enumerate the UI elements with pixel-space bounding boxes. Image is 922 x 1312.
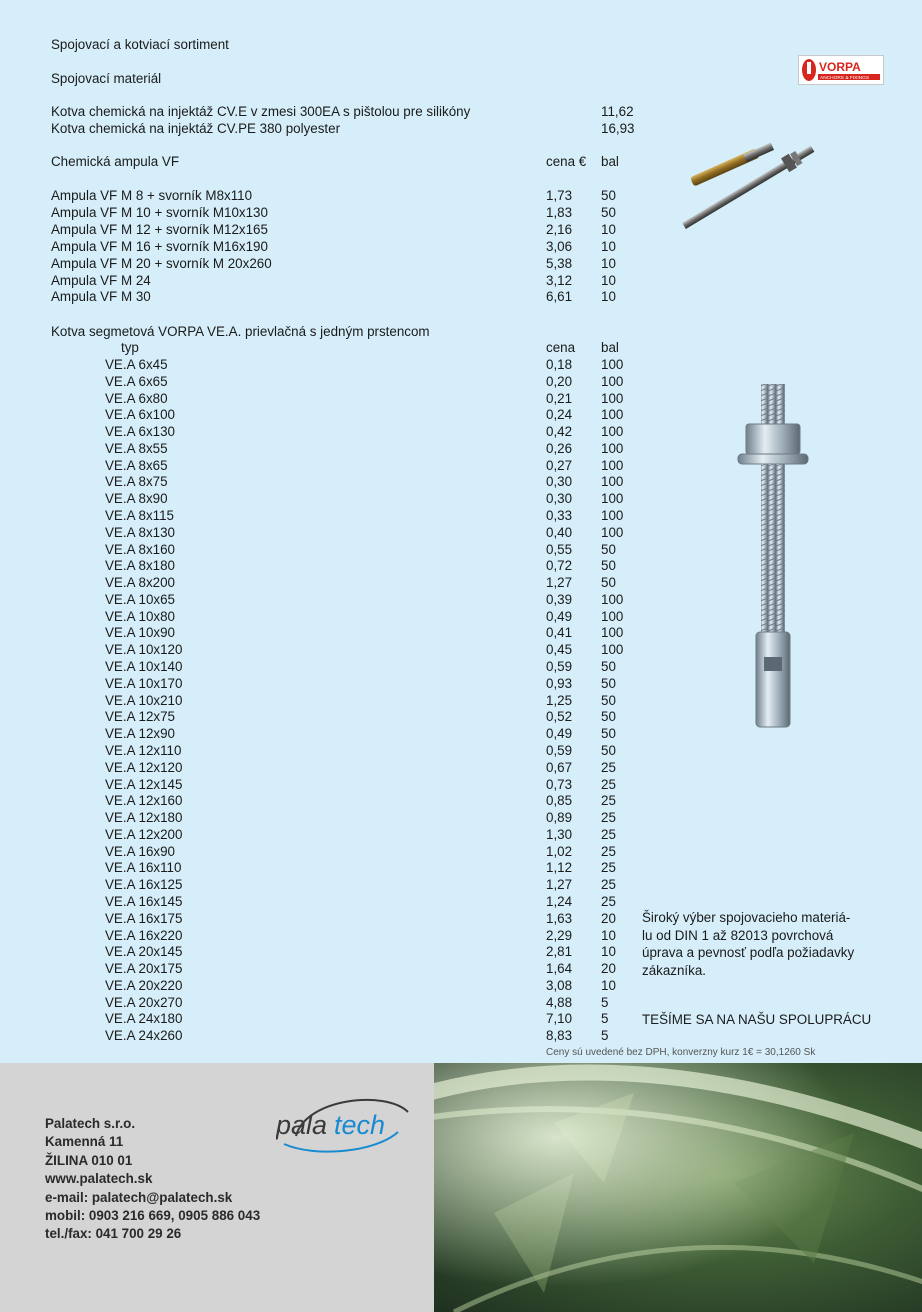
segment-row-type: VE.A 12x75 xyxy=(105,709,175,725)
segment-row-price: 0,55 xyxy=(546,541,573,557)
segment-row-type: VE.A 8x130 xyxy=(105,524,175,540)
segment-row-type: VE.A 8x160 xyxy=(105,541,175,557)
ampula-row-name: Ampula VF M 8 + svorník M8x110 xyxy=(51,188,253,203)
side-note-line: zákazníka. xyxy=(642,963,707,979)
segment-row-type: VE.A 16x90 xyxy=(105,843,175,859)
ampula-row-name: Ampula VF M 16 + svorník M16x190 xyxy=(51,238,268,254)
segment-row-type: VE.A 10x210 xyxy=(105,692,183,708)
closing-slogan: TEŠÍME SA NA NAŠU SPOLUPRÁCU xyxy=(642,1012,872,1027)
segment-col-type: typ xyxy=(121,340,139,355)
green-abstract-background xyxy=(434,1063,922,1312)
vorpa-logo-subtext: ANCHORS & FIXINGS xyxy=(820,76,870,81)
ampula-row-name: Ampula VF M 24 xyxy=(51,272,151,288)
chemical-anchor-rods-image xyxy=(676,114,838,238)
segment-row-price: 1,64 xyxy=(546,961,573,977)
segment-row-type: VE.A 6x80 xyxy=(105,390,168,406)
segment-row-price: 0,85 xyxy=(546,793,573,809)
ampula-row-price: 1,73 xyxy=(546,188,573,203)
segment-row-price: 1,27 xyxy=(546,575,573,591)
ampula-heading: Chemická ampula VF xyxy=(51,154,180,169)
segment-row-price: 0,30 xyxy=(546,474,573,490)
ampula-row-pack: 10 xyxy=(601,221,616,237)
ampula-row-pack: 10 xyxy=(601,238,616,254)
segment-row-price: 1,27 xyxy=(546,877,573,893)
segment-row-pack: 50 xyxy=(601,659,616,675)
segment-row-price: 0,42 xyxy=(546,424,573,440)
ampula-row-name: Ampula VF M 10 + svorník M10x130 xyxy=(51,204,268,220)
segment-row-type: VE.A 8x55 xyxy=(105,440,168,456)
segment-row-type: VE.A 8x75 xyxy=(105,474,168,490)
segment-row-pack: 20 xyxy=(601,910,616,926)
segment-row-price: 0,27 xyxy=(546,457,573,473)
vorpa-logo xyxy=(798,55,884,85)
vorpa-logo-graphic xyxy=(799,56,883,84)
segment-row-pack: 10 xyxy=(601,977,616,993)
segment-row-pack: 25 xyxy=(601,776,616,792)
segment-row-type: VE.A 20x145 xyxy=(105,944,183,960)
segment-row-price: 0,21 xyxy=(546,390,573,406)
chem-anchor-name: Kotva chemická na injektáž CV.E v zmesi 300EA s pištolou pre silikóny xyxy=(51,104,471,119)
segment-row-type: VE.A 10x140 xyxy=(105,659,183,675)
segment-row-type: VE.A 12x160 xyxy=(105,793,183,809)
segment-row-pack: 100 xyxy=(601,642,624,658)
segment-row-price: 4,88 xyxy=(546,994,573,1010)
contact-line: ŽILINA 010 01 xyxy=(45,1152,133,1168)
segment-row-pack: 100 xyxy=(601,407,624,423)
segment-row-price: 0,89 xyxy=(546,810,573,826)
chem-anchor-name: Kotva chemická na injektáž CV.PE 380 polyester xyxy=(51,121,341,136)
segment-row-price: 0,59 xyxy=(546,742,573,758)
segment-row-pack: 100 xyxy=(601,373,624,389)
segment-row-pack: 100 xyxy=(601,608,624,624)
segment-row-price: 2,81 xyxy=(546,944,573,960)
section-title: Spojovací materiál xyxy=(51,71,162,86)
segment-row-type: VE.A 6x45 xyxy=(105,357,168,372)
ampula-row-price: 1,83 xyxy=(546,204,573,220)
segment-row-price: 1,25 xyxy=(546,692,573,708)
segment-row-price: 0,49 xyxy=(546,608,573,624)
segment-row-type: VE.A 12x90 xyxy=(105,726,175,742)
segment-row-price: 1,63 xyxy=(546,910,573,926)
segment-heading: Kotva segmetová VORPA VE.A. prievlačná s jedným prstencom xyxy=(51,324,430,339)
segment-row-price: 7,10 xyxy=(546,1011,573,1027)
side-note-line: úprava a pevnosť podľa požiadavky xyxy=(642,945,855,961)
page-title: Spojovací a kotviací sortiment xyxy=(51,37,229,52)
ampula-row-pack: 10 xyxy=(601,289,616,305)
segment-row-type: VE.A 8x200 xyxy=(105,575,175,591)
segment-row-pack: 25 xyxy=(601,793,616,809)
segment-row-price: 2,29 xyxy=(546,927,573,943)
segment-row-price: 0,30 xyxy=(546,491,573,507)
side-note-line: lu od DIN 1 až 82013 povrchová xyxy=(642,927,834,943)
segment-row-price: 0,39 xyxy=(546,591,573,607)
segment-row-type: VE.A 20x270 xyxy=(105,994,183,1010)
segment-row-type: VE.A 16x145 xyxy=(105,893,183,909)
segment-row-pack: 25 xyxy=(601,826,616,842)
segment-row-type: VE.A 24x180 xyxy=(105,1011,183,1027)
ampula-row-name: Ampula VF M 20 + svorník M 20x260 xyxy=(51,255,272,271)
segment-row-pack: 100 xyxy=(601,440,624,456)
ampula-col-pack: bal xyxy=(601,154,619,169)
ampula-row-name: Ampula VF M 30 xyxy=(51,289,151,305)
segment-row-type: VE.A 20x220 xyxy=(105,977,183,993)
segment-row-type: VE.A 6x100 xyxy=(105,407,175,423)
segment-row-pack: 50 xyxy=(601,575,616,591)
ampula-row-pack: 50 xyxy=(601,204,616,220)
ampula-row-price: 3,06 xyxy=(546,238,573,254)
segment-row-pack: 5 xyxy=(601,1011,609,1027)
segment-row-price: 0,41 xyxy=(546,625,573,641)
segment-row-price: 0,52 xyxy=(546,709,573,725)
segment-row-price: 0,49 xyxy=(546,726,573,742)
segment-row-type: VE.A 8x115 xyxy=(105,508,174,524)
segment-row-price: 0,72 xyxy=(546,558,573,574)
contact-line: mobil: 0903 216 669, 0905 886 043 xyxy=(45,1208,261,1223)
segment-row-price: 1,02 xyxy=(546,843,573,859)
segment-row-price: 0,26 xyxy=(546,440,573,456)
contact-line: e-mail: palatech@palatech.sk xyxy=(45,1189,233,1205)
segment-row-pack: 100 xyxy=(601,357,624,372)
contact-line: www.palatech.sk xyxy=(45,1171,153,1187)
contact-line: Kamenná 11 xyxy=(45,1134,124,1150)
segment-row-pack: 25 xyxy=(601,759,616,775)
segment-row-price: 0,24 xyxy=(546,407,573,423)
segment-row-pack: 100 xyxy=(601,508,624,524)
ampula-row-pack: 50 xyxy=(601,188,616,203)
segment-row-price: 0,18 xyxy=(546,357,573,372)
segment-row-price: 0,20 xyxy=(546,373,573,389)
wedge-anchor-bolt-image xyxy=(728,382,818,738)
contact-line: Palatech s.r.o. xyxy=(45,1116,136,1131)
ampula-col-price: cena € xyxy=(546,154,587,169)
segment-row-type: VE.A 16x175 xyxy=(105,910,183,926)
segment-row-pack: 100 xyxy=(601,390,624,406)
segment-row-pack: 10 xyxy=(601,927,616,943)
segment-row-price: 1,24 xyxy=(546,893,573,909)
contact-line: tel./fax: 041 700 29 26 xyxy=(45,1226,182,1242)
segment-row-type: VE.A 24x260 xyxy=(105,1028,183,1044)
ampula-row-price: 2,16 xyxy=(546,221,573,237)
segment-row-type: VE.A 10x120 xyxy=(105,642,183,658)
ampula-row-price: 6,61 xyxy=(546,289,573,305)
segment-col-price: cena xyxy=(546,340,576,355)
segment-row-pack: 50 xyxy=(601,726,616,742)
segment-row-pack: 100 xyxy=(601,424,624,440)
segment-row-pack: 50 xyxy=(601,709,616,725)
segment-row-price: 1,30 xyxy=(546,826,573,842)
segment-row-price: 0,40 xyxy=(546,524,573,540)
palatech-logo-text-pala: pala xyxy=(276,1110,328,1140)
segment-row-type: VE.A 8x65 xyxy=(105,457,168,473)
segment-row-type: VE.A 10x170 xyxy=(105,675,183,691)
segment-row-price: 0,59 xyxy=(546,659,573,675)
segment-row-pack: 100 xyxy=(601,524,624,540)
segment-col-pack: bal xyxy=(601,340,619,355)
ampula-row-pack: 10 xyxy=(601,255,616,271)
side-note-line: Široký výber spojovacieho materiá- xyxy=(642,910,851,925)
segment-row-type: VE.A 16x110 xyxy=(105,860,182,876)
ampula-row-name: Ampula VF M 12 + svorník M12x165 xyxy=(51,221,268,237)
segment-row-type: VE.A 12x120 xyxy=(105,759,183,775)
segment-row-price: 8,83 xyxy=(546,1028,573,1044)
segment-row-pack: 25 xyxy=(601,893,616,909)
segment-row-price: 0,45 xyxy=(546,642,573,658)
segment-row-type: VE.A 12x200 xyxy=(105,826,183,842)
segment-row-pack: 100 xyxy=(601,474,624,490)
segment-row-pack: 50 xyxy=(601,675,616,691)
segment-row-pack: 5 xyxy=(601,1028,609,1044)
segment-row-type: VE.A 10x80 xyxy=(105,608,175,624)
segment-row-pack: 50 xyxy=(601,692,616,708)
segment-row-type: VE.A 12x110 xyxy=(105,742,182,758)
segment-row-pack: 25 xyxy=(601,810,616,826)
segment-row-price: 0,67 xyxy=(546,759,573,775)
segment-row-pack: 100 xyxy=(601,491,624,507)
segment-row-price: 0,33 xyxy=(546,508,573,524)
segment-row-pack: 50 xyxy=(601,558,616,574)
ampula-row-pack: 10 xyxy=(601,272,616,288)
segment-row-type: VE.A 16x220 xyxy=(105,927,183,943)
segment-row-type: VE.A 10x65 xyxy=(105,591,175,607)
chem-anchor-price: 11,62 xyxy=(601,104,634,119)
segment-row-type: VE.A 16x125 xyxy=(105,877,183,893)
chem-anchor-price: 16,93 xyxy=(601,121,635,136)
palatech-logo-text-tech: tech xyxy=(334,1110,386,1140)
vorpa-logo-text: VORPA xyxy=(819,60,861,74)
ampula-row-price: 3,12 xyxy=(546,272,573,288)
segment-row-type: VE.A 10x90 xyxy=(105,625,175,641)
segment-row-pack: 50 xyxy=(601,742,616,758)
segment-row-pack: 100 xyxy=(601,457,624,473)
segment-row-type: VE.A 20x175 xyxy=(105,961,183,977)
segment-row-type: VE.A 6x130 xyxy=(105,424,175,440)
segment-row-price: 0,73 xyxy=(546,776,573,792)
segment-row-type: VE.A 8x90 xyxy=(105,491,168,507)
segment-row-type: VE.A 8x180 xyxy=(105,558,175,574)
segment-row-pack: 25 xyxy=(601,877,616,893)
segment-row-price: 1,12 xyxy=(546,860,573,876)
segment-row-pack: 10 xyxy=(601,944,616,960)
price-note: Ceny sú uvedené bez DPH, konverzny kurz 1€ = 30,1260 Sk xyxy=(546,1047,816,1058)
segment-row-pack: 100 xyxy=(601,591,624,607)
segment-row-pack: 25 xyxy=(601,843,616,859)
segment-row-pack: 5 xyxy=(601,994,609,1010)
palatech-logo xyxy=(276,1092,416,1158)
segment-row-type: VE.A 12x145 xyxy=(105,776,183,792)
segment-row-price: 3,08 xyxy=(546,977,573,993)
segment-row-type: VE.A 12x180 xyxy=(105,810,183,826)
segment-row-pack: 25 xyxy=(601,860,616,876)
segment-row-pack: 50 xyxy=(601,541,616,557)
segment-row-type: VE.A 6x65 xyxy=(105,373,168,389)
segment-row-price: 0,93 xyxy=(546,675,573,691)
ampula-row-price: 5,38 xyxy=(546,255,573,271)
segment-row-pack: 20 xyxy=(601,961,616,977)
segment-row-pack: 100 xyxy=(601,625,624,641)
